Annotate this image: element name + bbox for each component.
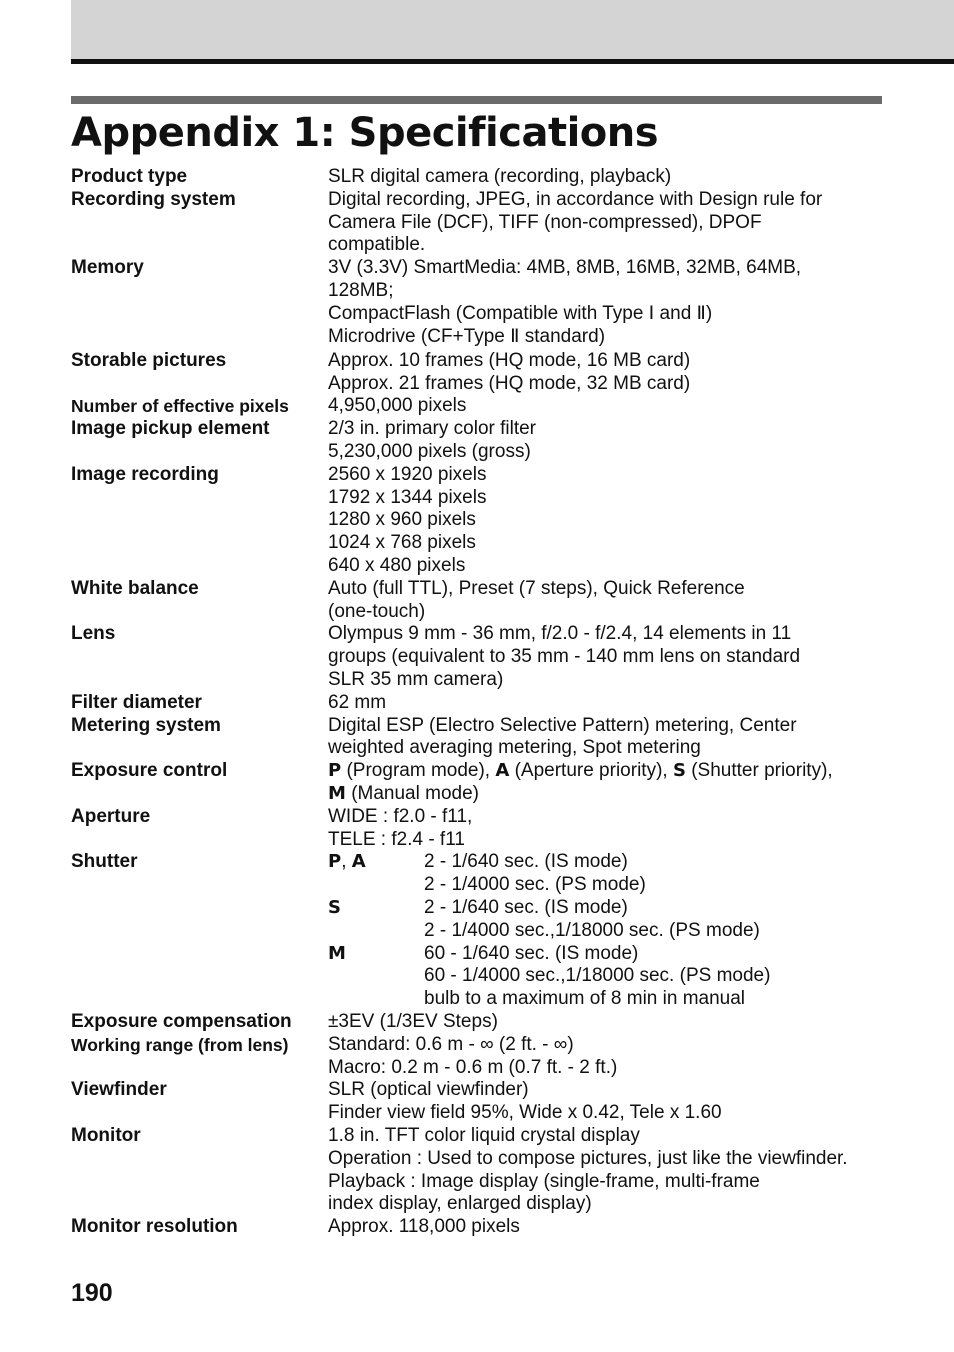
shutter-line <box>328 874 901 897</box>
mode-separator: , <box>341 851 352 873</box>
spec-value-line: 5,230,000 pixels (gross) <box>328 441 531 463</box>
spec-value-line: SLR 35 mm camera) <box>328 669 504 691</box>
title-rule <box>71 96 882 104</box>
spec-value-line: Operation : Used to compose pictures, just like the viewfinder. <box>328 1147 848 1169</box>
spec-value-line: Digital ESP (Electro Selective Pattern) metering, Center <box>328 714 797 736</box>
spec-value <box>328 395 901 418</box>
spec-value-line: WIDE : f2.0 - f11, <box>328 805 473 827</box>
spec-row-aperture <box>71 806 901 852</box>
spec-value-line: Digital recording, JPEG, in accordance with Design rule for <box>328 188 823 210</box>
spec-value <box>328 189 901 257</box>
spec-row-white-balance <box>71 578 901 624</box>
mode-symbol-p: P <box>328 760 342 782</box>
shutter-line <box>328 897 901 920</box>
mode-text: (Shutter priority), <box>685 760 833 782</box>
spec-value-line: 1024 x 768 pixels <box>328 532 476 554</box>
spec-value-line: Camera File (DCF), TIFF (non-compressed), DPOF <box>328 211 762 233</box>
spec-value <box>328 166 901 189</box>
spec-label: Product type <box>71 166 188 187</box>
spec-value-line: Finder view field 95%, Wide x 0.42, Tele x 1.60 <box>328 1102 722 1124</box>
spec-value-line: index display, enlarged display) <box>328 1193 592 1215</box>
spec-value-line: ±3EV (1/3EV Steps) <box>328 1010 498 1032</box>
spec-value-line: Approx. 10 frames (HQ mode, 16 MB card) <box>328 349 691 371</box>
spec-value-line: Playback : Image display (single-frame, multi-frame <box>328 1170 760 1192</box>
shutter-line <box>328 988 901 1011</box>
mode-symbol-a: A <box>495 760 510 782</box>
spec-value <box>328 418 901 464</box>
specifications-list <box>71 166 901 1239</box>
shutter-line <box>328 851 901 874</box>
spec-row-exposure-control <box>71 760 901 806</box>
spec-row-filter-diameter <box>71 692 901 715</box>
spec-row-shutter <box>71 851 901 1011</box>
spec-value-line: Auto (full TTL), Preset (7 steps), Quick Reference <box>328 577 745 599</box>
spec-label: Image recording <box>71 463 219 485</box>
spec-value <box>328 578 901 624</box>
spec-label: Number of effective pixels <box>71 396 289 417</box>
spec-value <box>328 1034 901 1080</box>
shutter-speed: 2 - 1/4000 sec.,1/18000 sec. (PS mode) <box>424 919 760 941</box>
shutter-speed: bulb to a maximum of 8 min in manual <box>424 988 746 1010</box>
spec-value <box>328 623 901 691</box>
spec-label: Storable pictures <box>71 349 227 371</box>
mode-symbol-a: A <box>351 851 366 873</box>
spec-label: Lens <box>71 623 116 645</box>
spec-label: Monitor resolution <box>71 1216 238 1238</box>
spec-value-line: (one-touch) <box>328 600 426 622</box>
spec-row-monitor <box>71 1125 901 1216</box>
spec-value-line: CompactFlash (Compatible with Type Ⅰ and Ⅱ) <box>328 302 713 324</box>
spec-value <box>328 1079 901 1125</box>
page-number: 190 <box>71 1279 113 1307</box>
spec-value-line: 4,950,000 pixels <box>328 395 467 417</box>
spec-row-lens <box>71 623 901 691</box>
spec-value <box>328 257 901 348</box>
shutter-speed: 60 - 1/4000 sec.,1/18000 sec. (PS mode) <box>424 965 771 987</box>
spec-row-memory <box>71 257 901 348</box>
spec-value <box>328 350 901 396</box>
spec-value-line: Standard: 0.6 m - ∞ (2 ft. - ∞) <box>328 1033 574 1055</box>
spec-row-product-type <box>71 166 901 189</box>
spec-label: White balance <box>71 577 199 599</box>
spec-row-image-pickup <box>71 418 901 464</box>
spec-value-line: 128MB; <box>328 279 394 301</box>
spec-value-line: Microdrive (CF+Type Ⅱ standard) <box>328 325 606 347</box>
spec-row-exposure-compensation <box>71 1011 901 1034</box>
header-rule <box>71 59 954 64</box>
spec-label: Viewfinder <box>71 1079 167 1101</box>
mode-text: (Aperture priority), <box>509 760 673 782</box>
shutter-mode-m <box>328 943 424 966</box>
spec-row-metering-system <box>71 715 901 761</box>
shutter-line <box>328 920 901 943</box>
shutter-table <box>328 851 901 1011</box>
spec-row-monitor-resolution <box>71 1216 901 1239</box>
spec-value-line: 1.8 in. TFT color liquid crystal display <box>328 1124 640 1146</box>
spec-label: Recording system <box>71 188 236 210</box>
shutter-speed: 2 - 1/640 sec. (IS mode) <box>424 897 628 918</box>
spec-value-line: weighted averaging metering, Spot metering <box>328 737 701 759</box>
spec-value-line: Olympus 9 mm - 36 mm, f/2.0 - f/2.4, 14 elements in 11 <box>328 623 792 645</box>
spec-label: Filter diameter <box>71 691 202 713</box>
spec-row-effective-pixels <box>71 395 901 418</box>
spec-row-storable-pictures <box>71 350 901 396</box>
shutter-speed: 60 - 1/640 sec. (IS mode) <box>424 942 639 964</box>
spec-value <box>328 715 901 761</box>
spec-value <box>328 806 901 852</box>
spec-value-line: 1792 x 1344 pixels <box>328 486 487 508</box>
spec-label: Shutter <box>71 851 138 873</box>
shutter-line <box>328 943 901 966</box>
shutter-speed: 2 - 1/640 sec. (IS mode) <box>424 851 628 873</box>
spec-label: Aperture <box>71 805 151 827</box>
shutter-mode-s <box>328 897 424 920</box>
mode-text: (Program mode), <box>341 760 496 782</box>
shutter-speed: 2 - 1/4000 sec. (PS mode) <box>424 874 646 896</box>
spec-row-recording-system <box>71 189 901 257</box>
page-title: Appendix 1: Specifications <box>71 110 659 156</box>
spec-value-line: Approx. 118,000 pixels <box>328 1216 520 1238</box>
spec-label: Metering system <box>71 714 221 736</box>
spec-row-viewfinder <box>71 1079 901 1125</box>
mode-symbol-s: S <box>672 760 686 782</box>
mode-text: (Manual mode) <box>345 783 479 805</box>
spec-value-line: 2560 x 1920 pixels <box>328 463 487 485</box>
spec-value-line: compatible. <box>328 234 426 256</box>
spec-value <box>328 464 901 578</box>
mode-symbol-m: M <box>328 942 346 964</box>
header-band <box>71 0 954 59</box>
spec-value-line: 62 mm <box>328 691 387 713</box>
spec-label: Memory <box>71 257 144 279</box>
spec-value <box>328 1011 901 1034</box>
spec-value <box>328 692 901 715</box>
spec-value-line <box>328 760 901 783</box>
spec-value-line: Macro: 0.2 m - 0.6 m (0.7 ft. - 2 ft.) <box>328 1056 618 1078</box>
spec-label: Working range (from lens) <box>71 1034 289 1055</box>
spec-row-working-range <box>71 1034 901 1080</box>
spec-value-line: TELE : f2.4 - f11 <box>328 828 465 850</box>
spec-value-line <box>328 783 901 806</box>
spec-label: Image pickup element <box>71 418 270 440</box>
spec-value <box>328 1216 901 1239</box>
spec-value-line: 2/3 in. primary color filter <box>328 418 537 440</box>
mode-symbol-m: M <box>328 783 346 805</box>
spec-label: Exposure control <box>71 760 228 782</box>
spec-value-line: SLR (optical viewfinder) <box>328 1079 529 1101</box>
mode-symbol-p: P <box>328 851 342 873</box>
spec-value <box>328 1125 901 1216</box>
mode-symbol-s: S <box>328 897 341 918</box>
spec-label: Monitor <box>71 1124 141 1146</box>
spec-label: Exposure compensation <box>71 1010 292 1032</box>
shutter-line <box>328 965 901 988</box>
spec-value-line: 1280 x 960 pixels <box>328 509 476 531</box>
spec-value-line: groups (equivalent to 35 mm - 140 mm lens on standard <box>328 646 801 668</box>
spec-value-line: Approx. 21 frames (HQ mode, 32 MB card) <box>328 372 691 394</box>
spec-value-line: 640 x 480 pixels <box>328 555 466 577</box>
spec-row-image-recording <box>71 464 901 578</box>
spec-value-line: SLR digital camera (recording, playback) <box>328 166 672 187</box>
spec-value-line: 3V (3.3V) SmartMedia: 4MB, 8MB, 16MB, 32MB, 64MB, <box>328 257 802 279</box>
spec-value <box>328 760 901 806</box>
shutter-mode-pa <box>328 851 424 874</box>
